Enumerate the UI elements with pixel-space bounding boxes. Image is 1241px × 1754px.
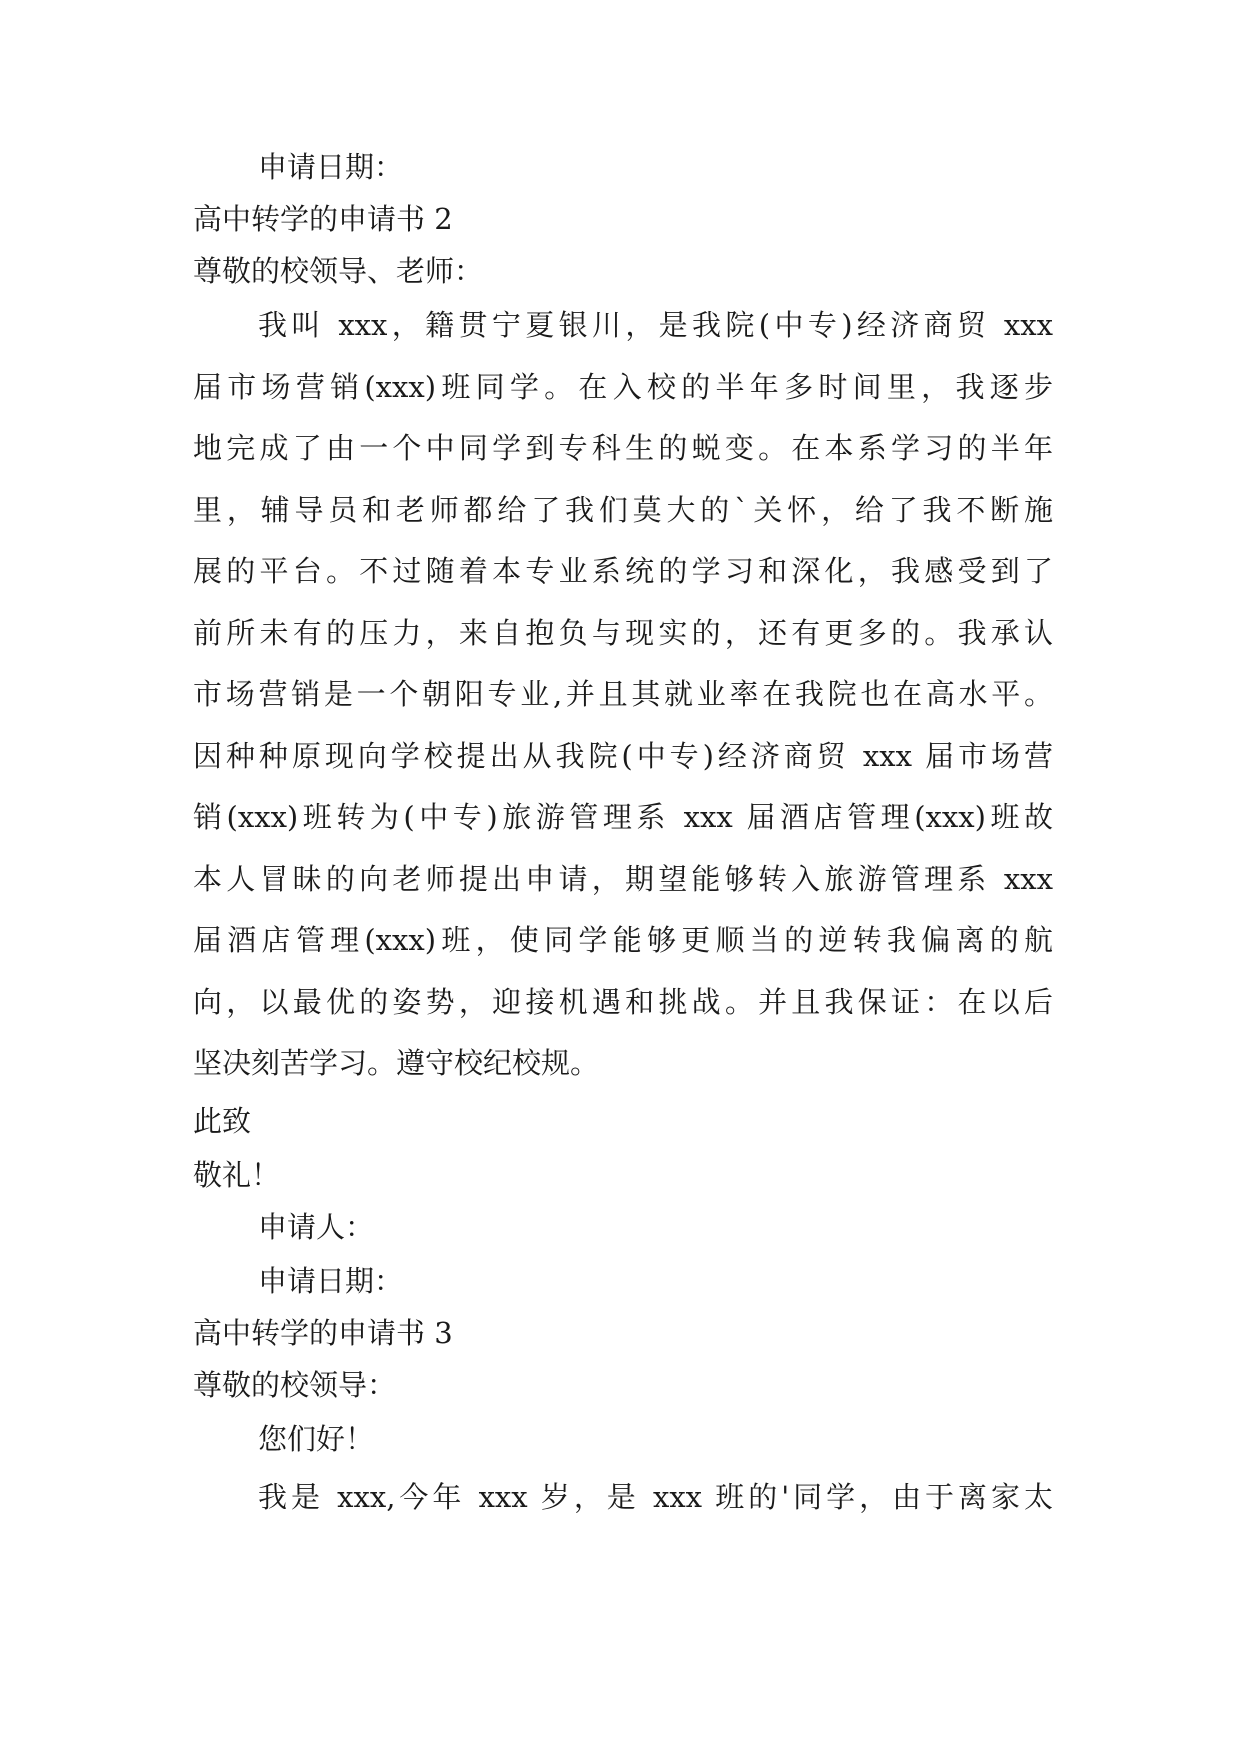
letter-2-closing-2: 敬礼！ bbox=[193, 1158, 281, 1192]
previous-date-label: 申请日期： bbox=[258, 150, 404, 184]
letter-3-body bbox=[193, 1478, 1053, 1540]
body-line: 地完成了由一个中同学到专科生的蜕变。在本系学习的半年 bbox=[193, 431, 1053, 465]
body-line: 里，辅导员和老师都给了我们莫大的`关怀，给了我不断施 bbox=[193, 492, 1053, 527]
letter-3-greeting: 您们好！ bbox=[258, 1422, 375, 1456]
body-line: 向，以最优的姿势，迎接机遇和挑战。并且我保证：在以后 bbox=[193, 984, 1053, 1019]
letter-2-title: 高中转学的申请书 2 bbox=[193, 202, 453, 236]
letter-2-date-label: 申请日期： bbox=[258, 1264, 404, 1298]
letter-2-salutation: 尊敬的校领导、老师： bbox=[193, 254, 484, 288]
letter-2-closing-1: 此致 bbox=[193, 1104, 252, 1138]
body-line: 销(xxx)班转为(中专)旅游管理系 xxx 届酒店管理(xxx)班故 bbox=[193, 800, 1053, 834]
body-line: 因种种原现向学校提出从我院(中专)经济商贸 xxx 届市场营 bbox=[193, 738, 1053, 773]
letter-3-title: 高中转学的申请书 3 bbox=[193, 1316, 453, 1350]
body-line: 前所未有的压力，来自抱负与现实的，还有更多的。我承认 bbox=[193, 615, 1053, 650]
letter-2-applicant-label: 申请人： bbox=[258, 1210, 375, 1244]
body-line: 我是 xxx,今年 xxx 岁，是 xxx 班的'同学，由于离家太 bbox=[258, 1480, 1053, 1514]
letter-2-body bbox=[193, 306, 1053, 1106]
body-line: 展的平台。不过随着本专业系统的学习和深化，我感受到了 bbox=[193, 554, 1053, 588]
letter-3-salutation: 尊敬的校领导： bbox=[193, 1368, 397, 1402]
body-line: 我叫 xxx，籍贯宁夏银川，是我院(中专)经济商贸 xxx bbox=[258, 308, 1053, 342]
body-line: 届市场营销(xxx)班同学。在入校的半年多时间里，我逐步 bbox=[193, 369, 1053, 404]
body-line: 坚决刻苦学习。遵守校纪校规。 bbox=[193, 1046, 600, 1080]
body-line: 届酒店管理(xxx)班，使同学能够更顺当的逆转我偏离的航 bbox=[193, 923, 1053, 957]
body-line: 市场营销是一个朝阳专业,并且其就业率在我院也在高水平。 bbox=[193, 677, 1053, 711]
body-line: 本人冒昧的向老师提出申请，期望能够转入旅游管理系 xxx bbox=[193, 861, 1053, 896]
